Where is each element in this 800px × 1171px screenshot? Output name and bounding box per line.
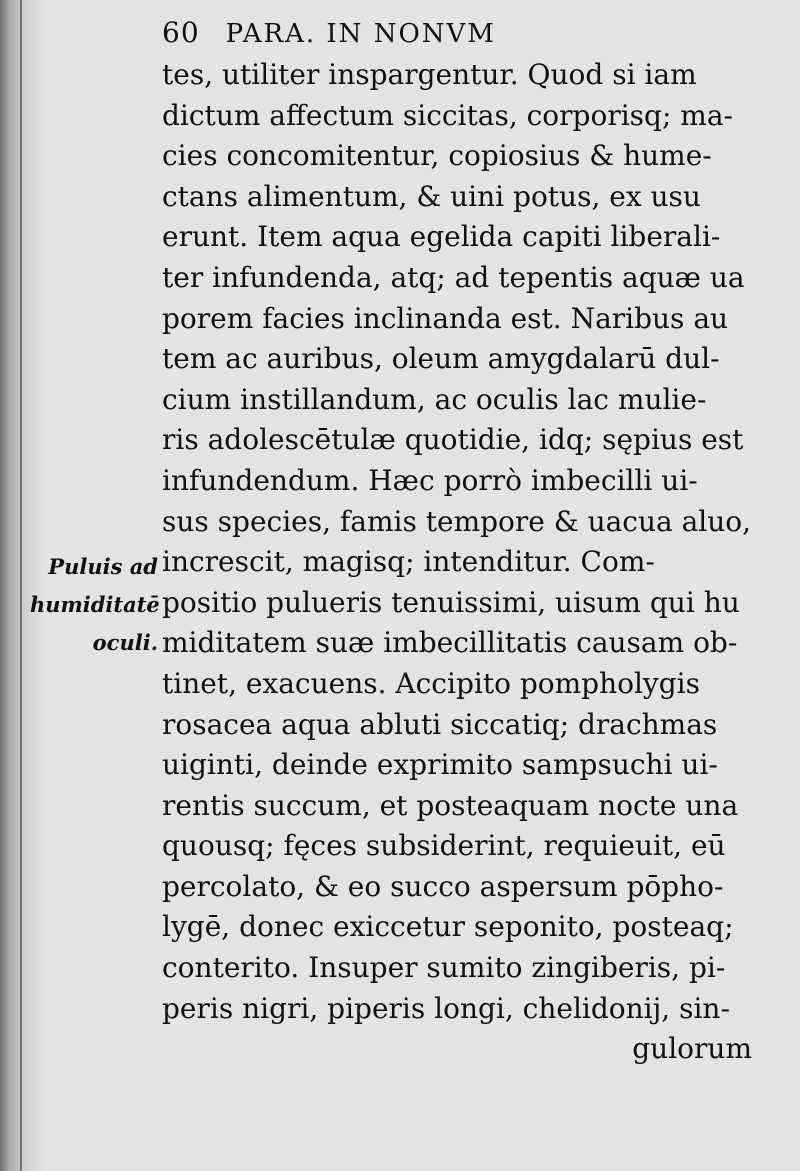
text-line: quousq; fęces subsiderint, requieuit, eū [162,829,726,863]
text-line: increscit, magisq; intenditur. Com- [162,545,655,579]
text-line: porem facies inclinanda est. Naribus au [162,301,729,335]
text-line: erunt. Item aqua egelida capiti liberali- [162,220,721,254]
margin-note [30,548,158,662]
text-line: tes, utiliter inspargentur. Quod si iam [162,58,697,91]
text-line: rentis succum, et posteaquam nocte una [162,788,739,822]
margin-note-line: Puluis ad [48,554,158,579]
page-number: 60 [162,16,200,49]
text-line: positio pulueris tenuissimi, uisum qui hu [162,585,740,619]
text-line: ter infundenda, atq; ad tepentis aquæ ua [162,260,745,294]
margin-note-line: oculi. [92,630,158,655]
catchword: gulorum [632,1032,752,1066]
text-line: conterito. Insuper sumito zingiberis, pi- [162,951,726,985]
margin-note-line: humiditatē [30,592,160,617]
text-line: infundendum. Hæc porrò imbecilli ui- [162,463,698,497]
text-line: cium instillandum, ac oculis lac mulie- [162,382,707,416]
text-line: ris adolescētulæ quotidie, idq; sępius est [162,423,744,457]
text-line: ctans alimentum, & uini potus, ex usu [162,179,701,213]
text-line: uiginti, deinde exprimito sampsuchi ui- [162,748,718,782]
text-line: miditatem suæ imbecillitatis causam ob- [162,626,738,660]
text-line: sus species, famis tempore & uacua aluo, [162,504,752,538]
running-head: PARA. IN NONVM [225,19,496,49]
text-line: percolato, & eo succo aspersum pōpho- [162,869,724,903]
gutter-shadow-line [20,0,22,1171]
text-line: peris nigri, piperis longi, chelidonij, sin- [162,991,730,1025]
text-line: tinet, exacuens. Accipito pompholygis [162,666,701,700]
body-text [162,55,762,1070]
page-header [162,16,496,56]
text-line: rosacea aqua abluti siccatiq; drachmas [162,707,718,741]
text-line: lygē, donec exiccetur seponito, posteaq; [162,910,734,944]
text-line: tem ac auribus, oleum amygdalarū dul- [162,342,720,376]
text-line: cies concomitentur, copiosius & hume- [162,139,712,173]
text-line: dictum affectum siccitas, corporisq; ma- [162,98,734,132]
